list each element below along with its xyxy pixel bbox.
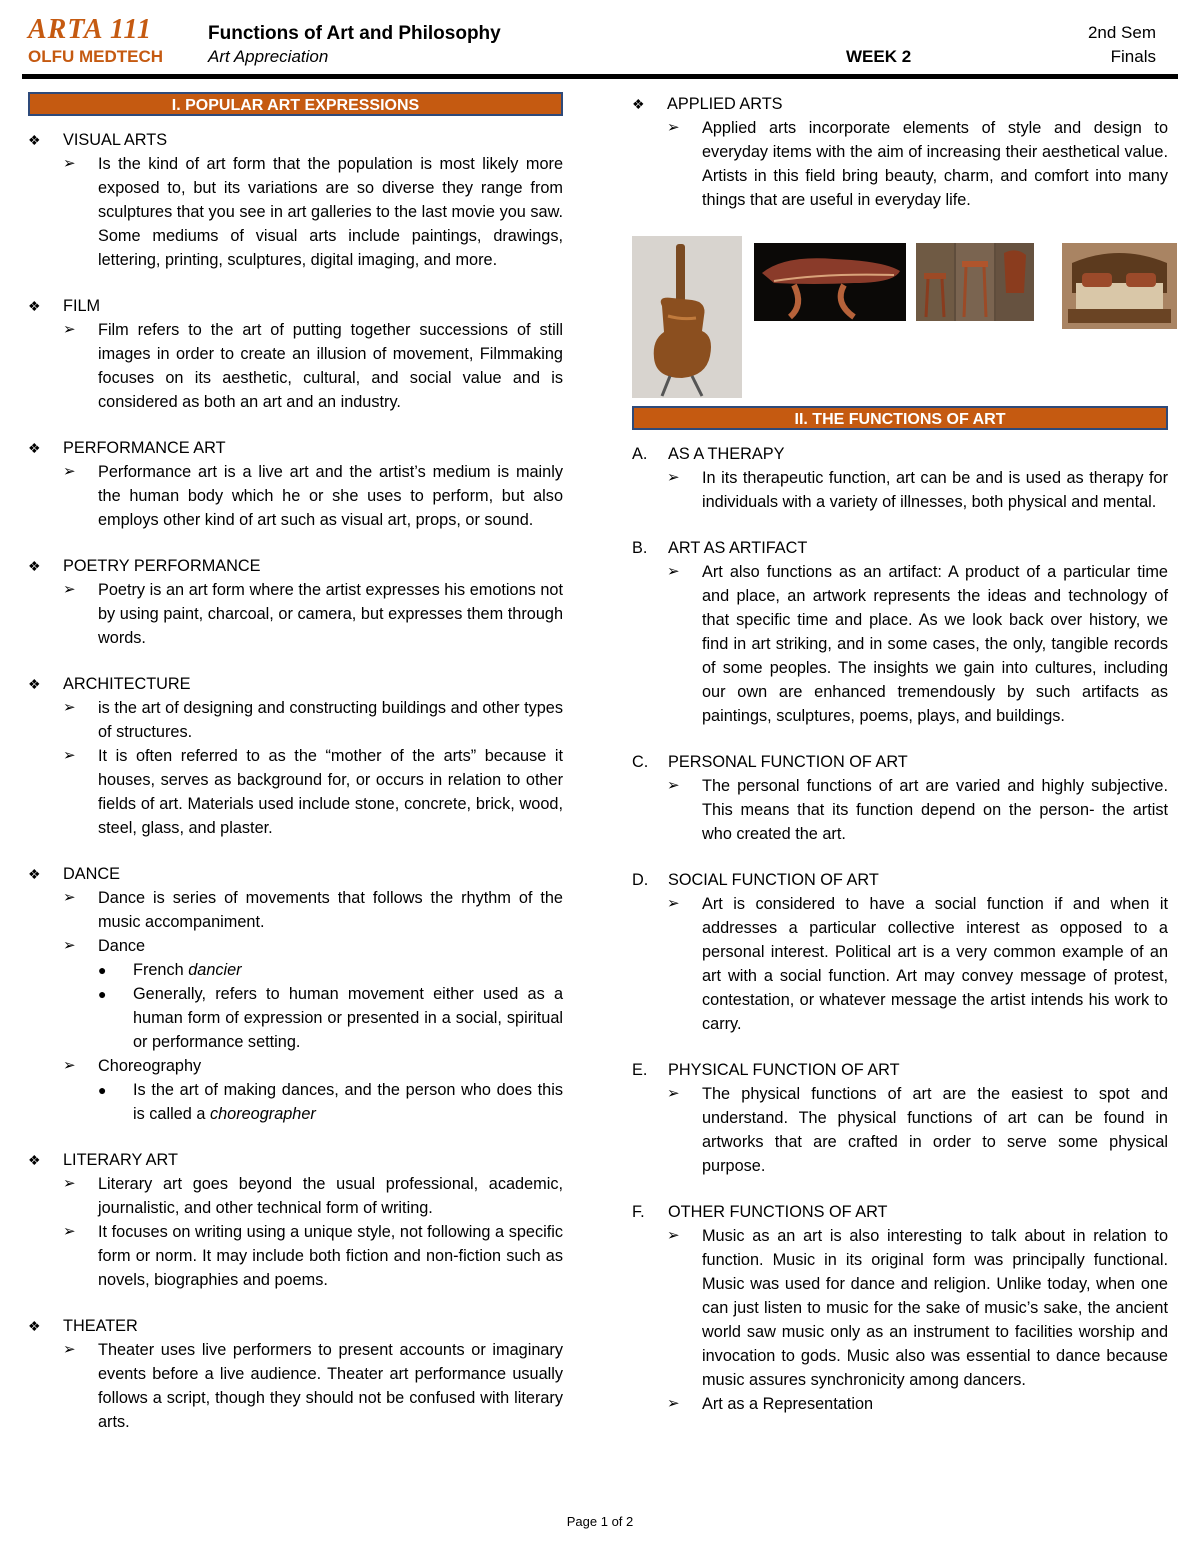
function-paragraph: Art is considered to have a social function if and when it addresses a particular collective interest as opposed to a personal interest. Political art is a very common example of an art with a social function. Art may convey message of protest, contestation, or whatever message the artist intends his work to carry. [702,895,1168,1033]
arrow-bullet-icon: ➢ [63,463,76,480]
dot-bullet-icon: ● [98,986,107,1002]
list-letter: B. [632,539,648,557]
topic-paragraph: Theater uses live performers to present accounts or imaginary events before a live audience. Theater art performance usually follows a script, though they should not be confused with literary arts. [98,1341,563,1431]
arrow-bullet-icon: ➢ [63,747,76,764]
diamond-bullet-icon: ❖ [28,866,41,882]
arrow-bullet-icon: ➢ [63,889,76,906]
arrow-bullet-icon: ➢ [667,1227,680,1244]
sculpted-table-photo [754,243,906,321]
function-other [632,1200,1168,1416]
topic-paragraph: Film refers to the art of putting together successions of still images in order to create an illusion of movement, Filmmaking focuses on its aesthetic, cultural, and social value and is considered as both an art and an industry. [98,321,563,411]
topic-heading: DANCE [63,865,120,883]
topic-literary-art [28,1148,563,1292]
function-heading: PHYSICAL FUNCTION OF ART [668,1061,900,1079]
sub-bullet: Is the art of making dances, and the person who does this is called a choreographer [133,1081,563,1123]
function-heading: PERSONAL FUNCTION OF ART [668,753,908,771]
topic-performance-art [28,436,563,532]
topic-paragraph: Is the kind of art form that the population is most likely more exposed to, but its variations are so diverse they range from sculptures that you see in art galleries to the last movie you saw. Some mediums of visual arts include paintings, drawings, lettering, printing, sculptures, digital imaging, and more. [98,155,563,269]
diamond-bullet-icon: ❖ [28,1318,41,1334]
topic-paragraph: Poetry is an art form where the artist expresses his emotions not by using paint, charcoal, or camera, but expresses them through words. [98,581,563,647]
school-name: OLFU MEDTECH [28,47,164,66]
list-letter: E. [632,1061,648,1079]
topic-paragraph: is the art of designing and constructing buildings and other types of structures. [98,699,563,741]
arrow-bullet-icon: ➢ [667,1085,680,1102]
topic-paragraph: Literary art goes beyond the usual professional, academic, journalistic, and other technical form of writing. [98,1175,563,1217]
course-code: ARTA 111 [28,14,152,45]
function-paragraph: In its therapeutic function, art can be and is used as therapy for individuals with a variety of illnesses, both physical and mental. [702,469,1168,511]
arrow-bullet-icon: ➢ [63,581,76,598]
arrow-bullet-icon: ➢ [63,1175,76,1192]
topic-applied-arts [632,92,1168,212]
topic-heading: POETRY PERFORMANCE [63,557,261,575]
function-heading: AS A THERAPY [668,445,785,463]
function-paragraph: Art also functions as an artifact: A product of a particular time and place, an artwork represents the ideas and technology of that specific time and place. As we look back over history, we find in art striking, and in some cases, the only, tangible records of some peoples. The insights we gain into cultures, including our own are enhanced tremendously by such artifacts as paintings, sculptures, poems, plays, and buildings. [702,563,1168,725]
topic-heading: VISUAL ARTS [63,131,168,149]
document-subtitle: Art Appreciation [208,47,329,66]
function-paragraph: Music as an art is also interesting to talk about in relation to function. Music in its original form was principally functional. Music was used for dance and religion. Unlike today, when one can just listen to music for the sake of music’s sake, the ancient world saw music only as an instrument to facilities worship and invocation to gods. Music also was essential to dance because music assures synchronicity among dancers. [702,1227,1168,1389]
function-artifact [632,536,1168,728]
arrow-bullet-icon: ➢ [667,563,680,580]
arrow-bullet-icon: ➢ [667,119,680,136]
document-title: Functions of Art and Philosophy [208,23,501,44]
arrow-bullet-icon: ➢ [63,699,76,716]
arrow-bullet-icon: ➢ [667,895,680,912]
function-therapy [632,442,1168,514]
topic-architecture [28,672,563,840]
arrow-bullet-icon: ➢ [63,321,76,338]
function-paragraph: Art as a Representation [702,1395,874,1413]
function-personal [632,750,1168,846]
right-column [632,92,1168,1416]
arrow-bullet-icon: ➢ [63,937,76,954]
arrow-bullet-icon: ➢ [63,1341,76,1358]
topic-paragraph: It is often referred to as the “mother of the arts” because it houses, serves as background for, or occurs in relation to other fields of art. Materials used include stone, concrete, brick, wood, steel, glass, and plaster. [98,747,563,837]
term-label: Finals [1110,47,1156,66]
topic-film [28,294,563,414]
topic-heading: FILM [63,297,101,315]
sub-bullet: French dancier [133,961,242,979]
topic-paragraph: Choreography [98,1057,202,1075]
diamond-bullet-icon: ❖ [28,440,41,456]
left-column [28,92,563,1434]
function-heading: ART AS ARTIFACT [668,539,808,557]
topic-paragraph: Applied arts incorporate elements of style and design to everyday items with the aim of increasing their aesthetical value. Artists in this field bring beauty, charm, and comfort into many things that are useful in everyday life. [702,119,1168,209]
page-number: Page 1 of 2 [566,1514,634,1529]
header-divider [22,74,1178,79]
diamond-bullet-icon: ❖ [632,96,645,112]
topic-paragraph: Performance art is a live art and the artist’s medium is mainly the human body which he or she uses to perform, but also employs other kind of art such as visual art, props, or sound. [98,463,563,529]
list-letter: A. [632,445,648,463]
topic-visual-arts [28,128,563,272]
topic-poetry-performance [28,554,563,650]
arrow-bullet-icon: ➢ [667,469,680,486]
topic-heading: ARCHITECTURE [63,675,191,693]
ornate-bed-photo [1062,243,1177,329]
wooden-chairs-photo [916,243,1034,321]
week-label: WEEK 2 [846,47,912,66]
list-letter: C. [632,753,649,771]
topic-paragraph: Dance [98,937,146,955]
dot-bullet-icon: ● [98,1082,107,1098]
function-heading: SOCIAL FUNCTION OF ART [668,871,879,889]
list-letter: F. [632,1203,645,1221]
arrow-bullet-icon: ➢ [667,777,680,794]
diamond-bullet-icon: ❖ [28,298,41,314]
topic-heading: THEATER [63,1317,138,1335]
diamond-bullet-icon: ❖ [28,558,41,574]
section-banner-popular-art: I. POPULAR ART EXPRESSIONS [28,92,563,116]
diamond-bullet-icon: ❖ [28,1152,41,1168]
function-paragraph: The physical functions of art are the easiest to spot and understand. The physical functions of art can be found in artworks that are crafted in order to serve some physical purpose. [702,1085,1168,1175]
sub-bullet: Generally, refers to human movement either used as a human form of expression or presented in a social, spiritual or performance setting. [133,985,563,1051]
diamond-bullet-icon: ❖ [28,676,41,692]
function-physical [632,1058,1168,1178]
topic-dance [28,862,563,1126]
function-heading: OTHER FUNCTIONS OF ART [668,1203,888,1221]
arrow-bullet-icon: ➢ [63,1223,76,1240]
arrow-bullet-icon: ➢ [63,1057,76,1074]
topic-heading: PERFORMANCE ART [63,439,226,457]
function-paragraph: The personal functions of art are varied and highly subjective. This means that its function depend on the person- the artist who created the art. [702,777,1168,843]
guitar-chair-photo [632,236,742,398]
dot-bullet-icon: ● [98,962,107,978]
function-social [632,868,1168,1036]
list-letter: D. [632,871,649,889]
topic-heading: LITERARY ART [63,1151,178,1169]
topic-heading: APPLIED ARTS [667,95,783,113]
diamond-bullet-icon: ❖ [28,132,41,148]
arrow-bullet-icon: ➢ [667,1395,680,1412]
applied-arts-photos [632,236,1168,406]
section-banner-functions-of-art: II. THE FUNCTIONS OF ART [632,406,1168,430]
topic-theater [28,1314,563,1434]
semester-label: 2nd Sem [1087,23,1156,42]
topic-paragraph: It focuses on writing using a unique style, not following a specific form or norm. It may include both fiction and non-fiction such as novels, biographies and poems. [98,1223,563,1289]
topic-paragraph: Dance is series of movements that follows the rhythm of the music accompaniment. [98,889,563,931]
arrow-bullet-icon: ➢ [63,155,76,172]
